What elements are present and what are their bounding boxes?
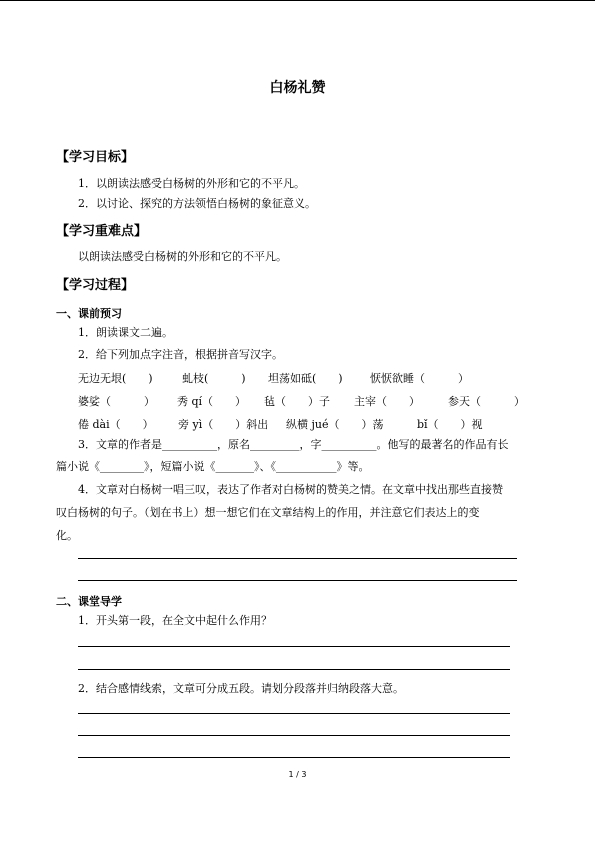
objective-item-2: 2．以讨论、探究的方法领悟白杨树的象征意义。 xyxy=(78,197,316,210)
pinyin-entry: 主宰（ ） xyxy=(354,395,420,408)
answer-line xyxy=(78,580,517,581)
top-border xyxy=(0,0,595,1)
answer-line xyxy=(78,558,517,559)
preview-item-4-line-3: 化。 xyxy=(56,529,78,542)
pinyin-entry: bǐ（ ）视 xyxy=(417,418,483,431)
pinyin-entry: 纵横 jué（ ）荡 xyxy=(286,418,384,431)
pinyin-entry: 毡（ ）子 xyxy=(264,395,330,408)
preview-item-4-line-1: 4．文章对白杨树一唱三叹，表达了作者对白杨树的赞美之情。在文章中找出那些直接赞 xyxy=(78,483,503,496)
process-heading: 【学习过程】 xyxy=(56,278,135,293)
objectives-heading: 【学习目标】 xyxy=(56,150,135,165)
pinyin-entry: 恹恹欲睡（ ） xyxy=(370,372,469,385)
page-number: 1 / 3 xyxy=(288,770,307,779)
objective-item-1: 1．以朗读法感受白杨树的外形和它的不平凡。 xyxy=(78,177,305,190)
answer-line xyxy=(78,735,510,736)
answer-line xyxy=(78,669,510,670)
guide-heading: 二、课堂导学 xyxy=(56,595,122,608)
page-title: 白杨礼赞 xyxy=(269,80,326,96)
pinyin-entry: 无边无垠( ) xyxy=(78,372,153,385)
preview-item-3-line-2: 篇小说《________》，短篇小说《_______》、《___________》等。 xyxy=(56,460,370,473)
pinyin-entry: 参天（ ） xyxy=(448,395,525,408)
pinyin-entry: 婆娑（ ） xyxy=(78,395,155,408)
pinyin-entry: 旁 yì（ ）斜出 xyxy=(178,418,269,431)
preview-item-4-line-2: 叹白杨树的句子。（划在书上）想一想它们在文章结构上的作用，并注意它们表达上的变 xyxy=(56,506,480,519)
pinyin-entry: 秀 qí（ ） xyxy=(177,395,247,408)
answer-line xyxy=(78,646,510,647)
key-points-text: 以朗读法感受白杨树的外形和它的不平凡。 xyxy=(78,250,287,263)
preview-heading: 一、课前预习 xyxy=(56,307,122,320)
answer-line xyxy=(78,757,510,758)
pinyin-entry: 倦 dài（ ） xyxy=(78,418,154,431)
answer-line xyxy=(78,713,510,714)
guide-question-1: 1．开头第一段，在全文中起什么作用？ xyxy=(78,614,272,627)
guide-question-2: 2．结合感情线索，文章可分成五段。请划分段落并归纳段落大意。 xyxy=(78,682,404,695)
preview-item-3-line-1: 3．文章的作者是__________，原名_________，字__________。他写的最著名的作品有长 xyxy=(78,438,509,451)
pinyin-entry: 坦荡如砥( ) xyxy=(268,372,343,385)
preview-item-2: 2．给下列加点字注音，根据拼音写汉字。 xyxy=(78,348,283,361)
pinyin-entry: 虬枝( ) xyxy=(182,372,246,385)
preview-item-1: 1．朗读课文二遍。 xyxy=(78,326,173,339)
key-points-heading: 【学习重难点】 xyxy=(56,224,148,239)
